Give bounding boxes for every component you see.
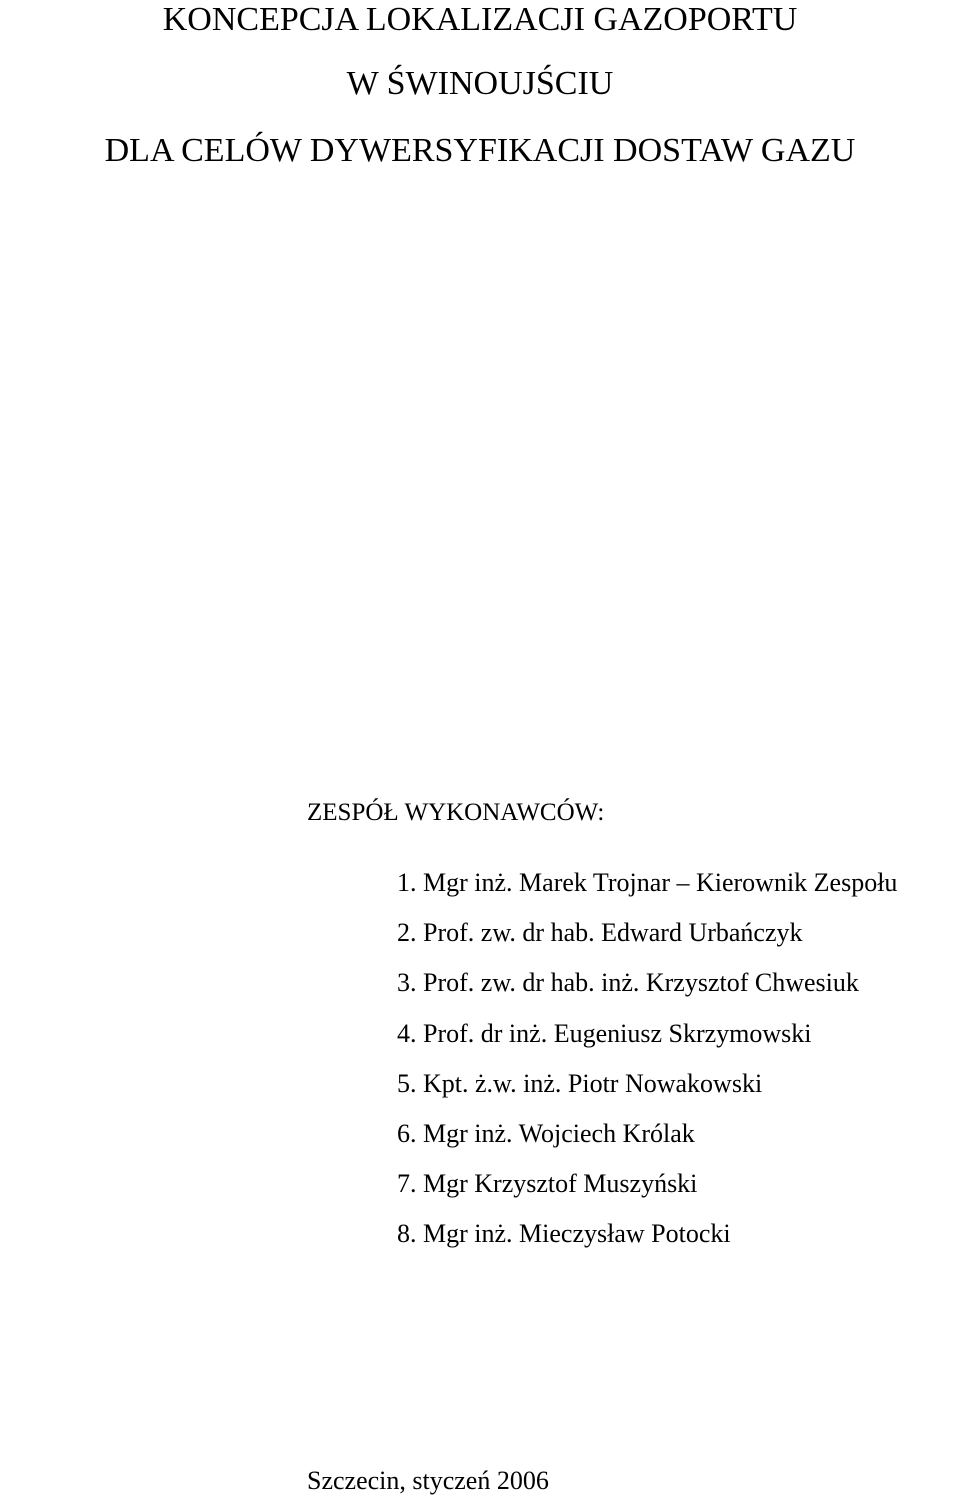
team-member-list (397, 866, 897, 1268)
team-member: 7. Mgr Krzysztof Muszyński (397, 1169, 698, 1199)
team-member: 2. Prof. zw. dr hab. Edward Urbańczyk (397, 918, 803, 948)
place-and-date: Szczecin, styczeń 2006 (307, 1466, 549, 1495)
title-line-3: DLA CELÓW DYWERSYFIKACJI DOSTAW GAZU (104, 132, 856, 169)
team-member: 6. Mgr inż. Wojciech Królak (397, 1118, 695, 1148)
title-line-2: W ŚWINOUJŚCIU (346, 65, 614, 102)
team-heading: ZESPÓŁ WYKONAWCÓW: (307, 799, 605, 826)
team-member: 5. Kpt. ż.w. inż. Piotr Nowakowski (397, 1068, 763, 1098)
team-member: 1. Mgr inż. Marek Trojnar – Kierownik Zespołu (397, 868, 898, 897)
title-line-1: KONCEPCJA LOKALIZACJI GAZOPORTU (162, 1, 798, 38)
team-member: 3. Prof. zw. dr hab. inż. Krzysztof Chwesiuk (397, 968, 859, 998)
team-member: 4. Prof. dr inż. Eugeniusz Skrzymowski (397, 1018, 812, 1048)
team-member: 8. Mgr inż. Mieczysław Potocki (397, 1219, 731, 1249)
